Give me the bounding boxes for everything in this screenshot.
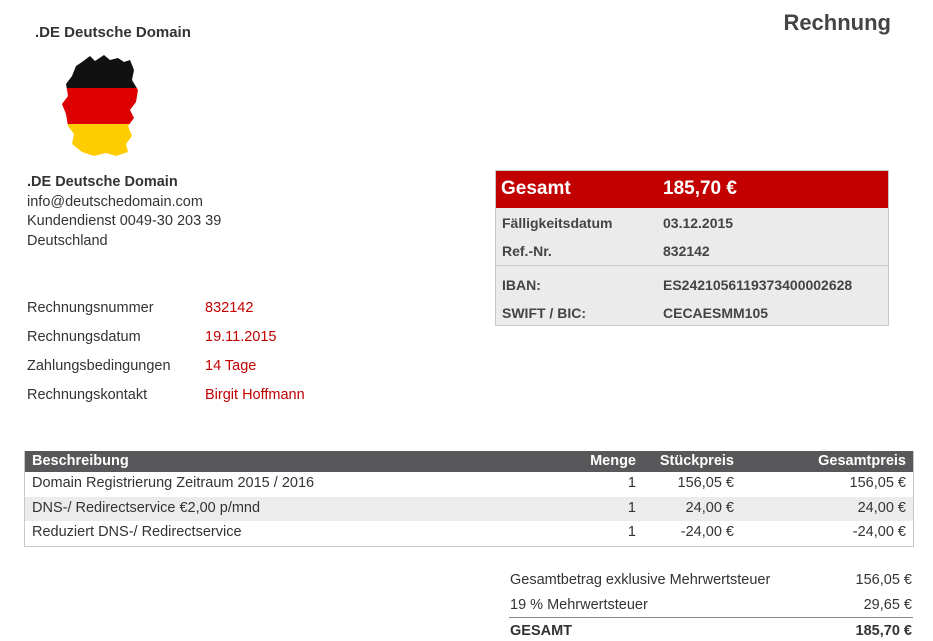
table-row <box>25 472 913 497</box>
swift-label: SWIFT / BIC: <box>502 305 586 321</box>
iban-value: ES2421056119373400002628 <box>663 277 853 293</box>
germany-flag-map-icon <box>60 52 144 158</box>
row-total: 156,05 € <box>849 475 906 491</box>
sender-block <box>27 173 221 251</box>
vat-value: 29,65 € <box>863 597 912 613</box>
summary-total-bar <box>496 171 888 208</box>
row-description: Domain Registrierung Zeitraum 2015 / 2016 <box>32 475 315 491</box>
invoice-contact-label: Rechnungskontakt <box>27 387 148 403</box>
invoice-number-label: Rechnungsnummer <box>27 300 154 316</box>
table-row <box>25 497 913 522</box>
row-description: DNS-/ Redirectservice €2,00 p/mnd <box>32 499 261 516</box>
invoice-contact-value: Birgit Hoffmann <box>205 387 305 403</box>
payment-terms-value: 14 Tage <box>205 358 257 374</box>
grand-total-label: GESAMT <box>510 623 573 639</box>
summary-total-label: Gesamt <box>501 178 571 199</box>
payment-terms-label: Zahlungsbedingungen <box>27 358 171 374</box>
row-quantity: 1 <box>627 475 636 491</box>
row-unit-price: 156,05 € <box>677 475 734 491</box>
row-description: Reduziert DNS-/ Redirectservice <box>32 524 242 540</box>
ref-number-label: Ref.-Nr. <box>502 243 552 259</box>
swift-value: CECAESMM105 <box>663 305 769 321</box>
summary-total-value: 185,70 € <box>663 178 737 199</box>
header-total: Gesamtpreis <box>818 453 906 469</box>
ref-number-value: 832142 <box>663 243 710 259</box>
header-quantity: Menge <box>590 453 636 469</box>
header-unit-price: Stückpreis <box>659 453 734 469</box>
invoice-number-value: 832142 <box>205 300 254 316</box>
row-quantity: 1 <box>627 499 636 516</box>
invoice-date-label: Rechnungsdatum <box>27 329 141 345</box>
brand-name: .DE Deutsche Domain <box>35 24 191 41</box>
sender-email: info@deutschedomain.com <box>27 193 203 210</box>
row-total: -24,00 € <box>852 524 906 540</box>
header-description: Beschreibung <box>32 453 129 469</box>
document-title: Rechnung <box>783 10 891 35</box>
sender-country: Deutschland <box>27 232 108 249</box>
sender-phone: Kundendienst 0049-30 203 39 <box>27 213 222 229</box>
sender-name: .DE Deutsche Domain <box>27 174 178 190</box>
row-total: 24,00 € <box>857 499 906 516</box>
iban-label: IBAN: <box>502 277 541 293</box>
summary-divider <box>496 265 888 266</box>
table-row <box>25 521 913 546</box>
subtotal-value: 156,05 € <box>855 572 912 588</box>
row-unit-price: 24,00 € <box>685 499 734 516</box>
row-unit-price: -24,00 € <box>680 524 734 540</box>
due-date-label: Fälligkeitsdatum <box>502 215 613 231</box>
vat-label: 19 % Mehrwertsteuer <box>510 597 648 613</box>
invoice-date-value: 19.11.2015 <box>205 329 277 345</box>
subtotal-label: Gesamtbetrag exklusive Mehrwertsteuer <box>510 572 771 588</box>
table-header <box>25 451 913 472</box>
line-items-table <box>24 451 914 547</box>
grand-total-value: 185,70 € <box>855 623 912 639</box>
due-date-value: 03.12.2015 <box>663 215 734 231</box>
row-quantity: 1 <box>627 524 636 540</box>
payment-summary-box <box>495 170 889 326</box>
totals-divider <box>509 617 913 618</box>
